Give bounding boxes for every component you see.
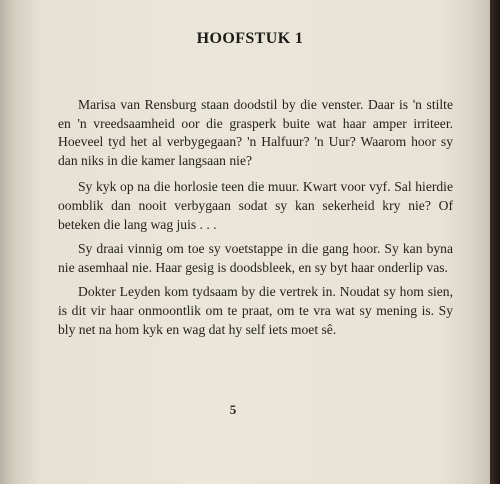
- paragraph-3: Sy draai vinnig om toe sy voetstappe in die gang hoor. Sy kan byna nie asemhaal nie. Haar gesig is doodsbleek, en sy byt haar onderlip vas.: [58, 241, 453, 275]
- paragraph-4: Dokter Leyden kom tydsaam by die vertrek in. Noudat sy hom sien, is dit vir haar onmoontlik om te praat, om te vra wat sy mening is. Sy bly net na hom kyk en wag dat hy self iets moet sê.: [58, 284, 453, 337]
- chapter-heading: HOOFSTUK 1: [196, 30, 304, 47]
- chapter-body: [58, 96, 453, 345]
- paragraph-2: Sy kyk op na die horlosie teen die muur. Kwart voor vyf. Sal hierdie oomblik dan nooit verbygaan sodat sy kan sekerheid kry nie? Of beteken die lang wag juis . . .: [58, 179, 453, 232]
- paragraph-1: Marisa van Rensburg staan doodstil by die venster. Daar is 'n stilte en 'n vreedsaamheid oor die grasperk buite wat haar amper irriteer. Hoeveel tyd het al verbygegaan? 'n Halfuur? 'n Uur? Waarom hoor sy dan niks in die kamer langsaan nie?: [58, 97, 453, 168]
- book-edge-shadow: [490, 0, 500, 484]
- page-number: 5: [229, 402, 237, 417]
